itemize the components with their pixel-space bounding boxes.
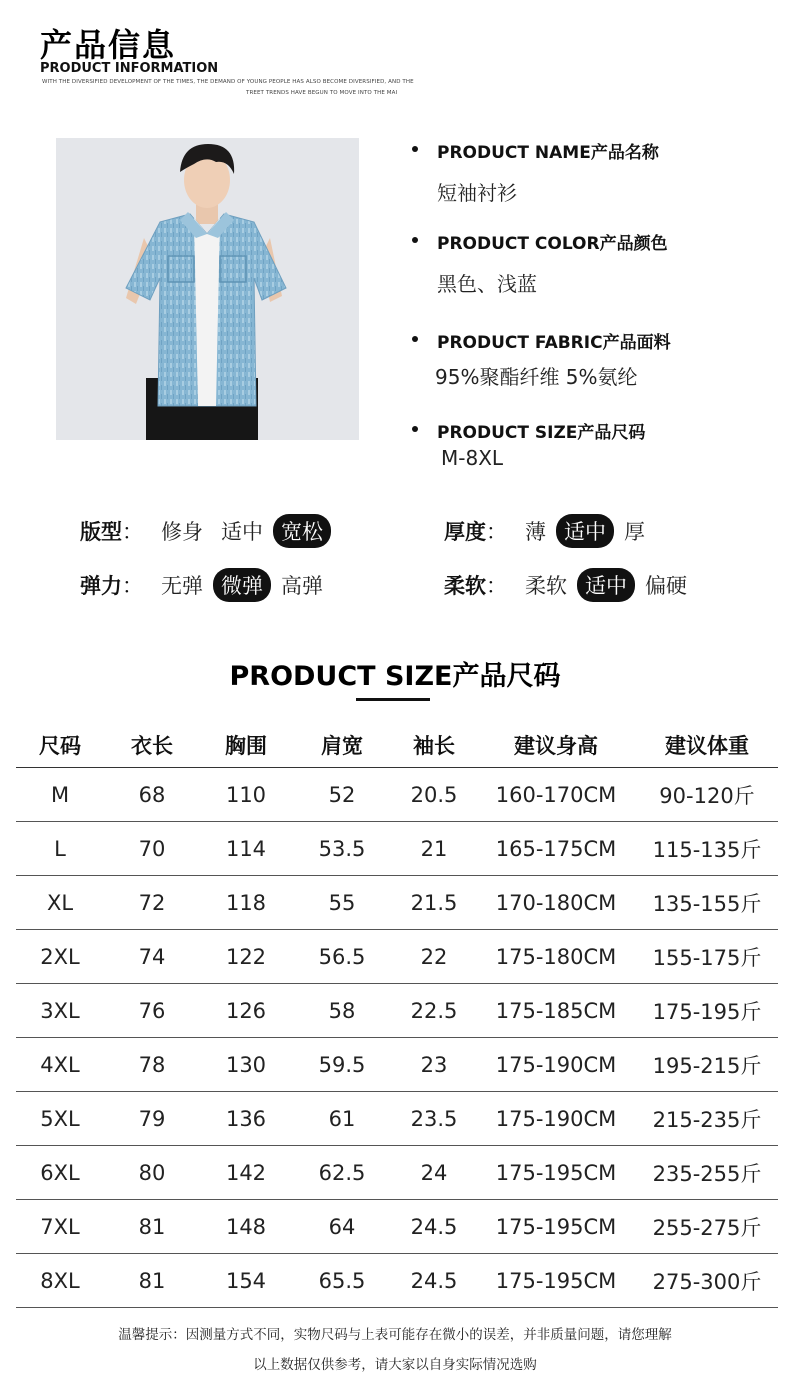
- table-cell: 165-175CM: [495, 836, 617, 861]
- table-cell: 80: [138, 1160, 166, 1185]
- table-cell: 90-120斤: [659, 783, 755, 808]
- table-row: [16, 1254, 778, 1308]
- table-cell: 5XL: [40, 1106, 80, 1131]
- attr-fit: [80, 513, 333, 549]
- table-row: [16, 1092, 778, 1146]
- table-cell: 7XL: [40, 1214, 80, 1239]
- table-cell: 52: [328, 782, 356, 807]
- table-cell: 23: [420, 1052, 448, 1077]
- table-row: [16, 1038, 778, 1092]
- table-cell: 58: [328, 998, 356, 1023]
- table-cell: 62.5: [318, 1160, 366, 1185]
- size-table-header: [16, 728, 778, 768]
- info-label: PRODUCT NAME产品名称: [437, 143, 659, 163]
- table-cell: 118: [225, 890, 267, 915]
- header-cell: 胸围: [225, 734, 267, 758]
- footer-note-1: 温馨提示：因测量方式不同，实物尺码与上表可能存在微小的误差，并非质量问题，请您理解: [118, 1327, 672, 1343]
- table-cell: 56.5: [318, 944, 366, 969]
- attr-label: 厚度: [444, 520, 486, 544]
- info-label: PRODUCT COLOR产品颜色: [437, 234, 668, 254]
- table-cell: 195-215斤: [652, 1053, 762, 1078]
- attr-option: 柔软: [525, 574, 567, 598]
- table-cell: 61: [328, 1106, 356, 1131]
- table-cell: 175-195斤: [652, 999, 762, 1024]
- table-cell: 110: [225, 782, 267, 807]
- info-value: 黑色、浅蓝: [437, 272, 537, 296]
- table-cell: L: [54, 836, 66, 861]
- header-cell: 建议体重: [665, 734, 749, 758]
- table-cell: 114: [225, 836, 267, 861]
- table-cell: 135-155斤: [652, 891, 762, 916]
- table-cell: 122: [225, 944, 267, 969]
- header-cell: 建议身高: [514, 734, 598, 758]
- table-row: [16, 1146, 778, 1200]
- table-cell: 275-300斤: [652, 1269, 762, 1294]
- table-cell: 6XL: [40, 1160, 80, 1185]
- attr-colon: ：: [122, 520, 143, 544]
- table-row: [16, 876, 778, 930]
- table-cell: 160-170CM: [495, 782, 617, 807]
- bullet-icon: [412, 146, 418, 152]
- table-cell: 175-195CM: [495, 1214, 617, 1239]
- table-cell: 78: [138, 1052, 166, 1077]
- table-cell: 70: [138, 836, 166, 861]
- table-cell: 126: [225, 998, 267, 1023]
- table-cell: 155-175斤: [652, 945, 762, 970]
- table-row: [16, 984, 778, 1038]
- table-cell: XL: [46, 890, 74, 915]
- table-cell: 235-255斤: [652, 1161, 762, 1186]
- table-cell: 215-235斤: [652, 1107, 762, 1132]
- table-cell: 53.5: [318, 836, 366, 861]
- table-cell: 24.5: [410, 1214, 458, 1239]
- table-cell: 4XL: [40, 1052, 80, 1077]
- table-cell: 24.5: [410, 1268, 458, 1293]
- table-cell: 170-180CM: [495, 890, 617, 915]
- header-cell: 尺码: [39, 734, 81, 758]
- attr-option: 无弹: [161, 574, 203, 598]
- attr-option: 修身: [161, 520, 203, 544]
- info-value: 95%聚酯纤维 5%氨纶: [435, 365, 638, 389]
- table-row: [16, 1200, 778, 1254]
- table-cell: 8XL: [40, 1268, 80, 1293]
- table-cell: 22: [420, 944, 448, 969]
- attr-option: 偏硬: [645, 574, 687, 598]
- attr-option: 厚: [624, 520, 645, 544]
- info-value: M-8XL: [441, 446, 504, 470]
- info-label: PRODUCT FABRIC产品面料: [437, 333, 671, 353]
- table-cell: 22.5: [410, 998, 458, 1023]
- bullet-icon: [412, 237, 418, 243]
- table-cell: 175-195CM: [495, 1160, 617, 1185]
- attr-option-selected: 微弹: [213, 568, 271, 602]
- bullet-icon: [412, 336, 418, 342]
- attr-option: 适中: [221, 520, 263, 544]
- attr-option-selected: 适中: [577, 568, 635, 602]
- table-cell: M: [50, 782, 70, 807]
- table-cell: 142: [225, 1160, 267, 1185]
- table-cell: 20.5: [410, 782, 458, 807]
- table-cell: 175-195CM: [495, 1268, 617, 1293]
- table-cell: 59.5: [318, 1052, 366, 1077]
- table-cell: 175-185CM: [495, 998, 617, 1023]
- table-row: [16, 822, 778, 876]
- table-cell: 136: [225, 1106, 267, 1131]
- header-cell: 袖长: [413, 734, 455, 758]
- table-cell: 21: [420, 836, 448, 861]
- attr-colon: ：: [122, 574, 143, 598]
- attr-option-selected: 适中: [556, 514, 614, 548]
- attr-elasticity: [80, 567, 333, 603]
- table-cell: 23.5: [410, 1106, 458, 1131]
- page-subtitle: PRODUCT INFORMATION: [40, 61, 219, 76]
- table-cell: 3XL: [40, 998, 80, 1023]
- footer-note-2: 以上数据仅供参考，请大家以自身实际情况选购: [253, 1357, 537, 1373]
- table-cell: 255-275斤: [652, 1215, 762, 1240]
- table-row: [16, 768, 778, 822]
- table-cell: 175-190CM: [495, 1052, 617, 1077]
- attr-colon: ：: [486, 520, 507, 544]
- table-row: [16, 930, 778, 984]
- table-cell: 55: [328, 890, 356, 915]
- bullet-icon: [412, 426, 418, 432]
- header-cell: 肩宽: [321, 734, 363, 758]
- attr-label: 版型: [80, 520, 122, 544]
- attr-option: 薄: [525, 520, 546, 544]
- table-cell: 81: [138, 1214, 166, 1239]
- table-cell: 76: [138, 998, 166, 1023]
- model-wearing-shirt-icon: [56, 138, 359, 440]
- table-cell: 154: [225, 1268, 267, 1293]
- header-cell: 衣长: [131, 734, 173, 758]
- table-cell: 115-135斤: [652, 837, 762, 862]
- table-cell: 130: [225, 1052, 267, 1077]
- info-value: 短袖衬衫: [437, 181, 517, 205]
- table-cell: 175-180CM: [495, 944, 617, 969]
- attr-colon: ：: [486, 574, 507, 598]
- table-cell: 81: [138, 1268, 166, 1293]
- table-cell: 64: [328, 1214, 356, 1239]
- page-title: 产品信息: [40, 26, 177, 64]
- table-cell: 21.5: [410, 890, 458, 915]
- table-cell: 72: [138, 890, 166, 915]
- table-cell: 74: [138, 944, 166, 969]
- tagline-line-2: TREET TRENDS HAVE BEGUN TO MOVE INTO THE MAI: [246, 90, 398, 96]
- table-cell: 148: [225, 1214, 267, 1239]
- tagline-line-1: WITH THE DIVERSIFIED DEVELOPMENT OF THE TIMES, THE DEMAND OF YOUNG PEOPLE HAS ALSO BECOME DIVERSIFIED, AND THE: [42, 79, 414, 85]
- attr-label: 柔软: [444, 574, 486, 598]
- table-cell: 2XL: [40, 944, 80, 969]
- attr-option: 高弹: [281, 574, 323, 598]
- table-cell: 175-190CM: [495, 1106, 617, 1131]
- attr-label: 弹力: [80, 574, 122, 598]
- size-table-title: PRODUCT SIZE产品尺码: [229, 661, 561, 692]
- title-underline: [356, 698, 430, 701]
- product-photo: [56, 138, 359, 440]
- table-cell: 79: [138, 1106, 166, 1131]
- table-cell: 24: [420, 1160, 448, 1185]
- info-label: PRODUCT SIZE产品尺码: [437, 423, 646, 443]
- table-cell: 68: [138, 782, 166, 807]
- table-cell: 65.5: [318, 1268, 366, 1293]
- attr-option-selected: 宽松: [273, 514, 331, 548]
- attr-softness: [444, 567, 697, 603]
- attr-thickness: [444, 513, 655, 549]
